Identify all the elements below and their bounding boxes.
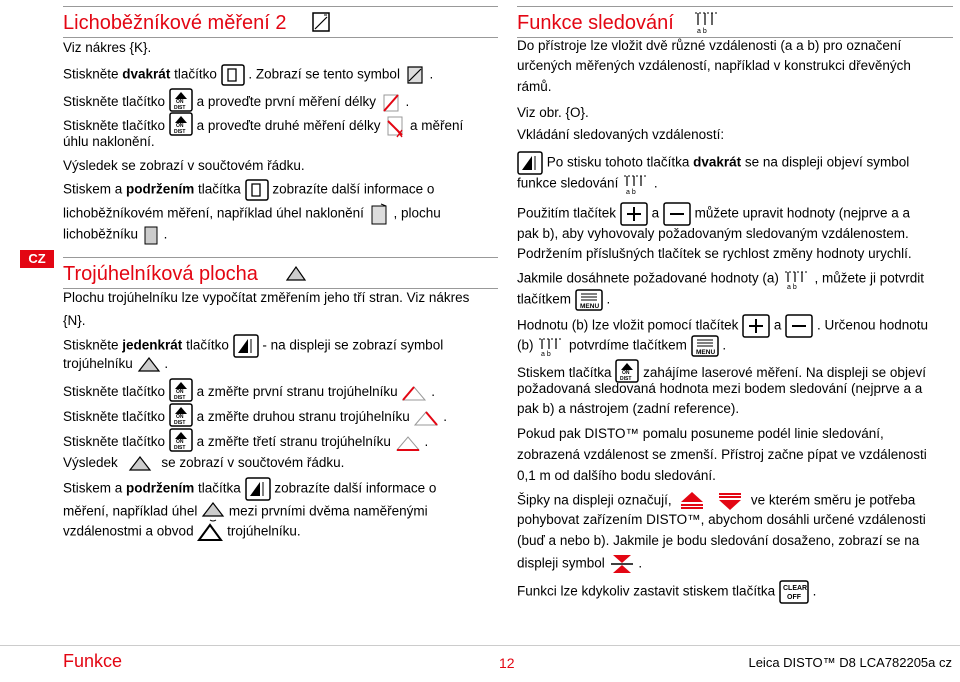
trapezoid-area-icon xyxy=(142,224,160,246)
s1-line6: Výsledek se zobrazí v součtovém řádku. xyxy=(63,158,305,173)
plus-button-icon[interactable] xyxy=(620,202,648,226)
s2-line1: Plochu trojúhelníku lze vypočítat změřením jeho tří stran. Viz nákres xyxy=(63,290,470,305)
footer-product: Leica DISTO™ D8 LCA782205a cz xyxy=(748,655,952,670)
trapezoid-icon xyxy=(311,11,331,33)
r-line22: pohybovat zařízením DISTO™, abychom dosáhli určené vzdálenosti xyxy=(517,512,926,527)
s1-line8: lichoběžníkovém měření, například úhel naklonění , plochu xyxy=(63,202,441,226)
svg-text:ON: ON xyxy=(175,389,184,395)
s2-line8: Výsledek se zobrazí v součtovém řádku. xyxy=(63,454,344,472)
svg-text:ON: ON xyxy=(175,439,184,445)
triangle-area-icon xyxy=(137,355,161,373)
svg-text:a b: a b xyxy=(697,28,707,35)
trapezoid-angle-icon xyxy=(368,202,390,226)
section-title-trapezoid: Lichoběžníkové měření 2 xyxy=(63,12,287,34)
section-header-stakeout xyxy=(517,6,953,38)
r-line5: Vkládání sledovaných vzdáleností: xyxy=(517,127,725,142)
triangle-side3-icon xyxy=(395,434,421,452)
s1-line9: lichoběžníku . xyxy=(63,224,167,246)
r-line10: Podržením příslušných tlačítek se rychlost změny hodnoty urychlí. xyxy=(517,246,912,261)
r-line14: (b) a b potvrdíme tlačítkem MENU . xyxy=(517,335,726,357)
svg-text:CLEAR: CLEAR xyxy=(782,585,807,592)
s1-line3: Stiskněte tlačítko ON DIST a proveďte první měření délky . xyxy=(63,88,409,117)
svg-text:ON: ON xyxy=(622,370,630,376)
r-line24: displeji symbol . xyxy=(517,553,642,575)
r-line20: 0,1 m od dalšího bodu sledování. xyxy=(517,468,716,483)
r-line2: určených měřených vzdáleností, například v konstrukci dřevěných xyxy=(517,58,911,73)
r-line15: Stiskem tlačítka ON DIST zahájíme laserové měření. Na displeji se objeví xyxy=(517,359,926,388)
r-line6: Po stisku tohoto tlačítka dvakrát se na displeji objeví symbol xyxy=(517,151,909,175)
svg-text:DIST: DIST xyxy=(173,129,186,135)
triangle-result-icon xyxy=(128,454,152,472)
s1-line5: úhlu naklonění. xyxy=(63,134,155,149)
svg-text:a b: a b xyxy=(541,351,551,357)
clear-off-button-icon[interactable] xyxy=(779,580,809,604)
footer-section: Funkce xyxy=(63,651,123,671)
r-line13: Hodnotu (b) lze vložit pomocí tlačítek a . Určenou hodnotu xyxy=(517,314,928,338)
trapezoid-length1-icon xyxy=(380,93,402,113)
triangle-angle-icon xyxy=(201,500,225,524)
r-line9: pak b), aby vyhovovaly požadovaným sledovaným vzdálenostem. xyxy=(517,226,909,241)
menu-button-icon[interactable] xyxy=(575,289,603,311)
svg-text:a b: a b xyxy=(786,284,797,290)
menu-button-icon[interactable] xyxy=(691,335,719,357)
arrow-up-icon xyxy=(679,490,705,512)
r-line11: Jakmile dosáhnete požadované hodnoty (a) a b , můžete ji potvrdit xyxy=(517,268,924,290)
stakeout-a-icon xyxy=(783,268,811,290)
footer-rule xyxy=(0,645,960,646)
s2-line10: měření, například úhel mezi prvními dvěma naměřenými xyxy=(63,500,428,524)
svg-text:DIST: DIST xyxy=(173,420,186,426)
r-line8: Použitím tlačítek a můžete upravit hodnoty (nejprve a a xyxy=(517,202,910,226)
r-line3: rámů. xyxy=(517,79,552,94)
svg-text:DIST: DIST xyxy=(173,395,186,401)
r-line4: Viz obr. {O}. xyxy=(517,105,589,120)
svg-text:MENU: MENU xyxy=(695,349,715,356)
svg-text:DIST: DIST xyxy=(620,376,632,382)
s2-line7: Stiskněte tlačítko ON DIST a změřte třetí stranu trojúhelníku . xyxy=(63,428,428,457)
section-header-trapezoid xyxy=(63,6,498,38)
triangle-icon xyxy=(285,264,307,282)
minus-button-icon[interactable] xyxy=(663,202,691,226)
section-title-stakeout: Funkce sledování xyxy=(517,12,674,34)
function-button-icon[interactable] xyxy=(245,179,269,201)
s1-line7: Stiskem a podržením tlačítka zobrazíte další informace o xyxy=(63,179,434,201)
lang-tab: CZ xyxy=(20,250,54,268)
svg-text:DIST: DIST xyxy=(173,445,186,451)
on-dist-button-icon[interactable] xyxy=(169,428,193,457)
section-title-triangle: Trojúhelníková plocha xyxy=(63,263,258,285)
svg-text:DIST: DIST xyxy=(173,105,186,111)
s2-line11: vzdálenostmi a obvod trojúhelníku. xyxy=(63,522,301,542)
r-line19: zobrazená vzdálenost se zmenší. Přístroj začne pípat ve vzdálenosti xyxy=(517,447,927,462)
r-line17: pak b) a nástrojem (zadní reference). xyxy=(517,401,740,416)
s1-line4: Stiskněte tlačítko ON DIST a proveďte druhé měření délky a měření xyxy=(63,112,463,141)
section-header-triangle xyxy=(63,257,498,289)
arrow-down-icon xyxy=(717,490,743,512)
triangle-perimeter-icon xyxy=(197,522,223,542)
minus-button-icon[interactable] xyxy=(785,314,813,338)
page-number: 12 xyxy=(499,655,515,671)
svg-text:a b: a b xyxy=(626,189,636,196)
svg-text:ON: ON xyxy=(175,99,184,105)
s2-line9: Stiskem a podržením tlačítka zobrazíte další informace o xyxy=(63,477,436,501)
trapezoid-measure-icon xyxy=(404,64,426,86)
area-volume-button-icon[interactable] xyxy=(233,334,259,358)
r-line25: Funkci lze kdykoliv zastavit stiskem tlačítka CLEAR OFF . xyxy=(517,580,816,604)
stakeout-b-icon xyxy=(537,335,565,357)
svg-text:ON: ON xyxy=(175,123,184,129)
svg-text:MENU: MENU xyxy=(579,303,599,310)
triangle-side1-icon xyxy=(401,384,427,402)
plus-button-icon[interactable] xyxy=(742,314,770,338)
on-dist-button-icon[interactable] xyxy=(169,112,193,141)
trapezoid-length2-icon xyxy=(384,115,406,139)
r-line18: Pokud pak DISTO™ pomalu posuneme podél linie sledování, xyxy=(517,426,884,441)
r-line23: (buď a nebo b). Jakmile je bodu sledování dosaženo, zobrazí se na xyxy=(517,533,920,548)
svg-text:OFF: OFF xyxy=(786,594,801,601)
target-reached-icon xyxy=(609,553,635,575)
triangle-side2-icon xyxy=(413,409,439,427)
r-line7: funkce sledování a b . xyxy=(517,172,658,196)
s1-line1: Viz nákres {K}. xyxy=(63,40,152,55)
s2-line6: Stiskněte tlačítko ON DIST a změřte druhou stranu trojúhelníku . xyxy=(63,403,447,432)
stakeout-icon xyxy=(693,9,721,35)
s2-line2: {N}. xyxy=(63,313,86,328)
r-line12: tlačítkem MENU . xyxy=(517,289,610,311)
stakeout-icon xyxy=(622,172,650,196)
function-button-icon[interactable] xyxy=(221,64,245,86)
s2-line3: Stiskněte jedenkrát tlačítko - na displeji se zobrazí symbol xyxy=(63,334,443,358)
svg-text:ON: ON xyxy=(175,414,184,420)
s1-line2: Stiskněte dvakrát tlačítko . Zobrazí se tento symbol . xyxy=(63,64,433,86)
r-line1: Do přístroje lze vložit dvě různé vzdálenosti (a a b) pro označení xyxy=(517,38,902,53)
s2-line5: Stiskněte tlačítko ON DIST a změřte první stranu trojúhelníku . xyxy=(63,378,435,407)
s2-line4: trojúhelníku . xyxy=(63,355,168,373)
r-line21: Šipky na displeji označují, ve kterém směru je potřeba xyxy=(517,490,915,512)
area-volume-button-icon[interactable] xyxy=(245,477,271,501)
r-line16: požadovaná sledovaná hodnota mezi bodem sledování (nejprve a a xyxy=(517,381,923,396)
